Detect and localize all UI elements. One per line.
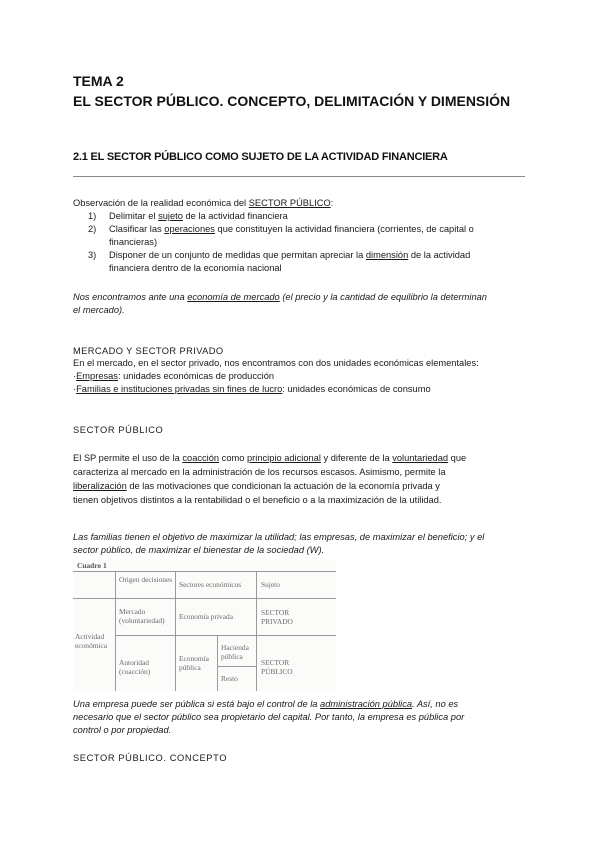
list-item: 2) Clasificar las operaciones que constituyen la actividad financiera (corrientes, de capital o financieras) bbox=[88, 224, 474, 247]
cuadro-1-table bbox=[73, 560, 336, 691]
cell-economia-publica: Economía pública bbox=[179, 654, 209, 672]
observation-list bbox=[88, 210, 528, 275]
list-item: 1) Delimitar el sujeto de la actividad financiera bbox=[88, 211, 288, 221]
public-company-note: Una empresa puede ser pública si está bajo el control de la administración pública. Así, no es necesario que el sector público sea propietario del capital. Por tanto, la empresa es pública por control o por propiedad. bbox=[73, 699, 465, 735]
row-actividad: Actividad económica bbox=[75, 632, 108, 650]
cell-economia-privada: Economía privada bbox=[179, 612, 233, 621]
col-sujeto: Sujeto bbox=[261, 580, 280, 589]
section-title: 2.1 EL SECTOR PÚBLICO COMO SUJETO DE LA ACTIVIDAD FINANCIERA bbox=[73, 151, 448, 163]
objectives-note: Las familias tienen el objetivo de maximizar la utilidad; las empresas, de maximizar el beneficio; y el sector público, de maximizar el bienestar de la sociedad (W). bbox=[73, 532, 485, 555]
private-sector-title: MERCADO Y SECTOR PRIVADO bbox=[73, 346, 224, 356]
public-sector-title: SECTOR PÚBLICO bbox=[73, 425, 164, 435]
observation-intro-underline: SECTOR PÚBLICO bbox=[248, 198, 331, 208]
cell-autoridad: Autoridad (coacción) bbox=[119, 658, 151, 676]
market-economy-note: Nos encontramos ante una economía de mercado (el precio y la cantidad de equilibrio la determinan el mercado). bbox=[73, 292, 487, 315]
cell-hacienda-publica: Hacienda pública bbox=[221, 643, 249, 661]
topic-title: EL SECTOR PÚBLICO. CONCEPTO, DELIMITACIÓN Y DIMENSIÓN bbox=[73, 93, 511, 109]
cell-sector-privado: SECTOR PRIVADO bbox=[261, 608, 293, 626]
public-sector-body: El SP permite el uso de la coacción como principio adicional y diferente de la voluntariedad que caracteriza al mercado en la administración de los recursos escasos. Asimismo, permite la liberalización de las motivaciones que condicionan la actuación de la economía privada y tienen objetivos distintos a la rentabilidad o el beneficio o a la maximización de la utilidad. bbox=[73, 453, 467, 505]
table-caption: Cuadro 1 bbox=[77, 561, 107, 570]
topic-number: TEMA 2 bbox=[73, 73, 124, 89]
col-sectores: Sectores económicos bbox=[179, 580, 242, 589]
cell-resto: Resto bbox=[221, 674, 238, 683]
concept-title: SECTOR PÚBLICO. CONCEPTO bbox=[73, 753, 228, 763]
cell-mercado: Mercado (voluntariedad) bbox=[119, 607, 165, 625]
private-sector-body: En el mercado, en el sector privado, nos encontramos con dos unidades económicas elementales: ·Empresas: unidades económicas de producción ·Familias e instituciones privadas sin fines de lucro: unidades económicas de consumo bbox=[73, 358, 479, 394]
col-origen: Origen decisiones bbox=[119, 575, 173, 584]
observation-intro: Observación de la realidad económica del SECTOR PÚBLICO: bbox=[73, 198, 334, 208]
list-item: 3) Disponer de un conjunto de medidas que permitan apreciar la dimensión de la actividad financiera dentro de la economía nacional bbox=[88, 250, 471, 273]
section-divider bbox=[73, 176, 525, 177]
cell-sector-publico: SECTOR PÚBLICO bbox=[261, 658, 293, 676]
